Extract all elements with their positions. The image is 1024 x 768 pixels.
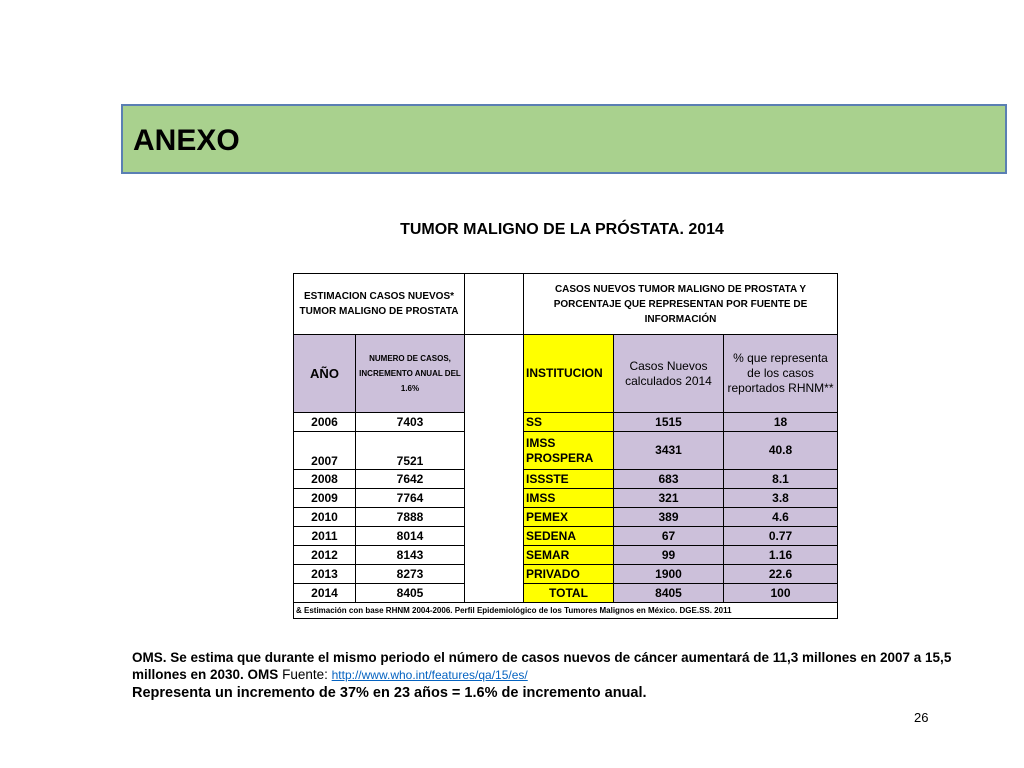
spacer: [465, 527, 524, 546]
right-header: CASOS NUEVOS TUMOR MALIGNO DE PROSTATA Y PORCENTAJE QUE REPRESENTAN POR FUENTE DE INFORMACIÓN: [524, 274, 838, 335]
spacer: [465, 413, 524, 432]
row-year: 2014: [294, 584, 356, 603]
oms-paragraph: [132, 649, 1002, 702]
row-year: 2010: [294, 508, 356, 527]
row-year: 2012: [294, 546, 356, 565]
row-percent: 18: [724, 413, 838, 432]
row-new-cases: 67: [614, 527, 724, 546]
table-row: [294, 584, 838, 603]
table-row: [294, 527, 838, 546]
table-footnote: & Estimación con base RHNM 2004-2006. Perfil Epidemiológico de los Tumores Malignos en México. DGE.SS. 2011: [294, 603, 838, 619]
row-percent: 100: [724, 584, 838, 603]
spacer: [465, 508, 524, 527]
source-label: Fuente:: [282, 667, 328, 682]
row-cases: 8273: [356, 565, 465, 584]
row-new-cases: 1900: [614, 565, 724, 584]
col-percent-header: % que representa de los casos reportados RHNM**: [724, 335, 838, 413]
row-institution: ISSSTE: [524, 470, 614, 489]
row-new-cases: 1515: [614, 413, 724, 432]
row-percent: 1.16: [724, 546, 838, 565]
row-institution: SS: [524, 413, 614, 432]
row-institution: PRIVADO: [524, 565, 614, 584]
row-year: 2013: [294, 565, 356, 584]
row-institution: IMSS: [524, 489, 614, 508]
row-cases: 7888: [356, 508, 465, 527]
row-new-cases: 683: [614, 470, 724, 489]
row-percent: 40.8: [724, 432, 838, 470]
row-new-cases: 3431: [614, 432, 724, 470]
row-institution: SEMAR: [524, 546, 614, 565]
table-body: [294, 413, 838, 603]
row-cases: 7764: [356, 489, 465, 508]
table-title: TUMOR MALIGNO DE LA PRÓSTATA. 2014: [400, 221, 724, 238]
table-row: [294, 413, 838, 432]
row-year: 2008: [294, 470, 356, 489]
spacer: [465, 546, 524, 565]
col-year-header: AÑO: [294, 335, 356, 413]
spacer: [465, 489, 524, 508]
col-institution-header: INSTITUCION: [524, 335, 614, 413]
row-new-cases: 8405: [614, 584, 724, 603]
row-cases: 7642: [356, 470, 465, 489]
spacer: [465, 432, 524, 470]
table-row: [294, 470, 838, 489]
row-institution: TOTAL: [524, 584, 614, 603]
who-link[interactable]: http://www.who.int/features/qa/15/es/: [331, 668, 528, 682]
spacer: [465, 335, 524, 413]
row-year: 2009: [294, 489, 356, 508]
increment-text: Representa un incremento de 37% en 23 años = 1.6% de incremento anual.: [132, 685, 647, 701]
prostate-cancer-table: [293, 273, 838, 619]
col-new-cases-header: Casos Nuevos calculados 2014: [614, 335, 724, 413]
row-institution: SEDENA: [524, 527, 614, 546]
row-new-cases: 389: [614, 508, 724, 527]
col-cases-header: NUMERO DE CASOS, INCREMENTO ANUAL DEL 1.6%: [356, 335, 465, 413]
title-banner: [121, 104, 1007, 174]
row-cases: 7403: [356, 413, 465, 432]
row-new-cases: 321: [614, 489, 724, 508]
spacer: [465, 565, 524, 584]
table-row: [294, 489, 838, 508]
row-cases: 8405: [356, 584, 465, 603]
oms-text: OMS. Se estima que durante el mismo periodo el número de casos nuevos de cáncer aumentará de 11,3 millones en 2007 a 15,5 millones en 2030. OMS: [132, 650, 952, 682]
left-header: ESTIMACION CASOS NUEVOS* TUMOR MALIGNO DE PROSTATA: [294, 274, 465, 335]
table-row: [294, 546, 838, 565]
spacer: [465, 274, 524, 335]
row-percent: 8.1: [724, 470, 838, 489]
table-row: [294, 565, 838, 584]
row-percent: 4.6: [724, 508, 838, 527]
row-institution: IMSS PROSPERA: [524, 432, 614, 470]
row-new-cases: 99: [614, 546, 724, 565]
row-year: 2007: [294, 432, 356, 470]
row-percent: 0.77: [724, 527, 838, 546]
spacer: [465, 470, 524, 489]
row-cases: 8014: [356, 527, 465, 546]
row-percent: 3.8: [724, 489, 838, 508]
row-year: 2011: [294, 527, 356, 546]
page-number: 26: [914, 710, 929, 725]
table-row: [294, 508, 838, 527]
row-cases: 8143: [356, 546, 465, 565]
row-cases: 7521: [356, 432, 465, 470]
row-institution: PEMEX: [524, 508, 614, 527]
table-row: [294, 432, 838, 470]
row-percent: 22.6: [724, 565, 838, 584]
row-year: 2006: [294, 413, 356, 432]
spacer: [465, 584, 524, 603]
slide-title: ANEXO: [133, 124, 240, 157]
